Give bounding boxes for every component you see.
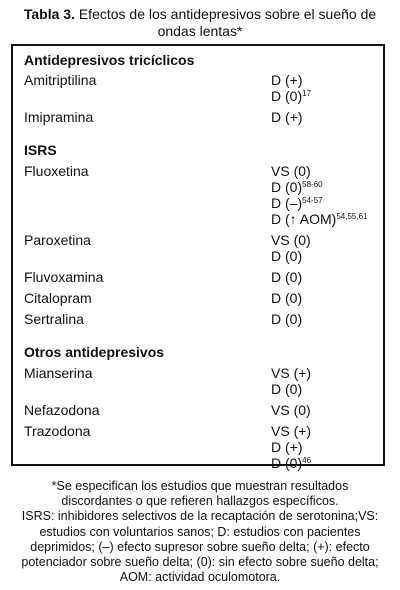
footnote-line: estudios con voluntarios sanos; D: estudios con pacientes <box>39 524 361 539</box>
drug-name: Mianserina <box>24 365 93 381</box>
drug-name: Nefazodona <box>24 402 100 418</box>
effect-value: D (+) <box>271 109 303 125</box>
effect-value: D (0) <box>271 269 303 285</box>
drug-name: Imipramina <box>24 109 94 125</box>
effect-value: D (0) <box>271 248 303 264</box>
reference-superscript: 58-60 <box>302 180 323 189</box>
effect-value: VS (+) <box>271 423 312 439</box>
effect-value: D (0) <box>271 290 303 306</box>
footnote-line: potenciador sobre sueño delta; (0): sin efecto sobre sueño delta; <box>21 555 379 570</box>
section-heading: Antidepresivos tricíclicos <box>24 52 195 68</box>
reference-superscript: 54,55,61 <box>336 212 368 221</box>
drug-name: Fluvoxamina <box>24 269 104 285</box>
section-heading: ISRS <box>24 142 57 158</box>
effect-value: VS (0) <box>271 232 311 248</box>
effect-value: D (+) <box>271 439 303 455</box>
drug-name: Fluoxetina <box>24 163 89 179</box>
effect-value: D (0) <box>271 381 303 397</box>
drug-name: Trazodona <box>24 423 91 439</box>
reference-superscript: 46 <box>302 456 312 465</box>
drug-name: Paroxetina <box>24 232 91 248</box>
effect-value: D $(-)^{54-57}$ <box>271 195 323 211</box>
effect-value: D (+) <box>271 72 303 88</box>
caption-label: Tabla 3. <box>23 6 75 22</box>
footnote-line: discordantes o que refieren hallazgos específicos. <box>61 494 339 509</box>
drug-name: Amitriptilina <box>24 72 97 88</box>
drug-name: Citalopram <box>24 290 92 306</box>
caption-text: Efectos de los antidepresivos sobre el sueño de ondas lentas* <box>78 6 377 39</box>
footnote-line: ISRS: inhibidores selectivos de la recaptación de serotonina;VS: <box>21 509 379 524</box>
effect-value: VS (0) <box>271 163 311 179</box>
effect-value: VS (+) <box>271 365 312 381</box>
reference-superscript: 17 <box>302 89 312 98</box>
effect-value: D $(0)^{46}$ <box>271 455 312 471</box>
drug-name: Sertralina <box>24 311 84 327</box>
table-footnotes <box>2 479 398 585</box>
effect-value: D $(0)^{17}$ <box>271 88 312 104</box>
effect-value: D (0) <box>271 311 303 327</box>
reference-superscript: 54-57 <box>302 196 323 205</box>
table-caption <box>8 6 392 40</box>
section-heading: Otros antidepresivos <box>24 344 165 360</box>
effect-value: D (↑ AOM)$^{54,55,61}$ <box>271 211 368 227</box>
effect-value: D $(0)^{58-60}$ <box>271 179 323 195</box>
footnote-line: *Se especifican los estudios que muestran resultados <box>51 479 349 493</box>
footnote-line: deprimidos; (–) efecto supresor sobre sueño delta; (+): efecto <box>30 539 370 554</box>
effect-value: VS (0) <box>271 402 311 418</box>
footnote-line: AOM: actividad oculomotora. <box>119 570 281 585</box>
